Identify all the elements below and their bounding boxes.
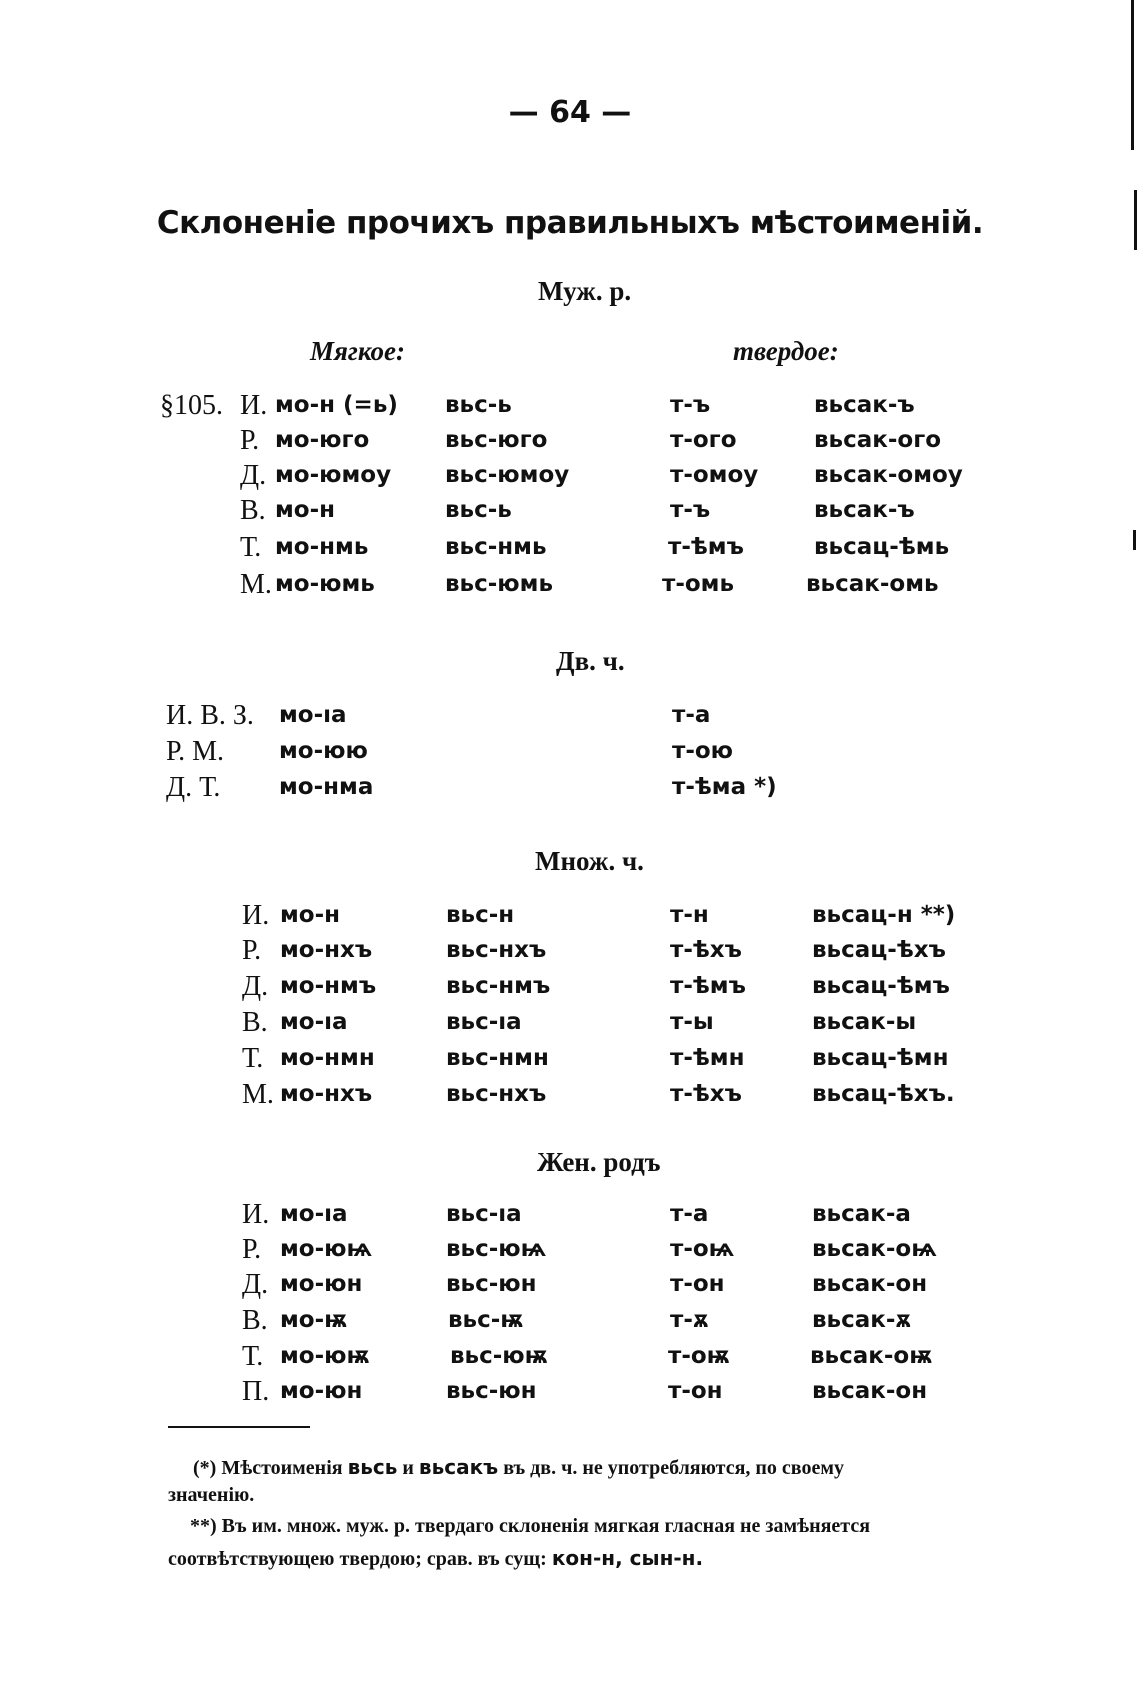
word-form: мо-ıа	[280, 1201, 348, 1227]
word-form: т-а	[670, 1201, 709, 1227]
word-form: т-ѣмъ	[668, 534, 744, 560]
case-label: В.	[240, 495, 266, 526]
word-form: вьс-нмь	[445, 534, 547, 560]
section-number: §105.	[160, 390, 223, 421]
word-form: мо-нма	[279, 774, 374, 800]
case-label: И.	[240, 390, 268, 421]
footnote-text: Въ им. множ. муж. р. твердаго склоненія мягкая гласная не замѣняется	[221, 1515, 871, 1537]
word-form: мо-ѭ	[280, 1307, 348, 1333]
word-form: мо-юн	[280, 1271, 363, 1297]
word-form: вьсак-оѩ	[812, 1236, 937, 1262]
word-form: т-оѩ	[670, 1236, 735, 1262]
word-form: мо-нмъ	[280, 973, 377, 999]
page-title: Склоненіе прочихъ правильныхъ мѣстоименій.	[156, 205, 984, 241]
case-label: М.	[240, 569, 272, 600]
plural-heading: Множ. ч.	[535, 846, 644, 876]
scan-edge-mark	[1131, 0, 1134, 150]
word-form: вьс-юн	[446, 1378, 537, 1404]
word-form: вьс-юмоу	[445, 462, 570, 488]
word-form: мо-нхъ	[280, 1081, 373, 1107]
footnote-2-continued	[168, 1546, 703, 1571]
word-form: вьс-н	[446, 902, 515, 928]
case-label: Р.	[240, 425, 260, 456]
word-form: вьсац-ѣмъ	[812, 973, 950, 999]
case-label: Д.	[240, 460, 267, 491]
word-form: вьс-ь	[445, 392, 512, 418]
word-form: мо-юмоу	[275, 462, 392, 488]
case-label: П.	[242, 1376, 270, 1407]
word-form: мо-н	[280, 902, 341, 928]
word-form: вьсац-ѣмь	[814, 534, 950, 560]
word-form: мо-нмь	[275, 534, 369, 560]
case-label: Р.	[242, 1234, 262, 1265]
word-form: вьс-ıа	[446, 1009, 522, 1035]
word-form: вьсац-н **)	[812, 902, 956, 928]
word-form: т-ѣмъ	[670, 973, 746, 999]
footnote-marker: **)	[190, 1515, 217, 1537]
word-form: т-ъ	[670, 392, 711, 418]
word-form: вьсак-ого	[814, 427, 942, 453]
case-label: Д. Т.	[166, 772, 221, 803]
case-label: Т.	[242, 1043, 264, 1074]
word-form: мо-юю	[279, 738, 368, 764]
word-form: вьсац-ѣмн	[812, 1045, 949, 1071]
word-form: мо-ıа	[279, 702, 347, 728]
word-form: вьсак-ъ	[814, 497, 915, 523]
case-label: И.	[242, 900, 270, 931]
footnote-text: и	[402, 1457, 414, 1479]
word-form: мо-ıа	[280, 1009, 348, 1035]
case-label: В.	[242, 1305, 268, 1336]
word-form: вьс-юго	[445, 427, 548, 453]
word-form: мо-юѩ	[280, 1236, 373, 1262]
word-form: вьсак-он	[812, 1378, 928, 1404]
footnote-word: вьсакъ	[418, 1455, 499, 1479]
word-form: вьсак-омоу	[814, 462, 963, 488]
word-form: вьс-юѩ	[446, 1236, 547, 1262]
footnote-marker: (*)	[193, 1457, 217, 1479]
word-form: вьс-ѭ	[448, 1307, 524, 1333]
word-form: т-а	[672, 702, 711, 728]
word-form: т-ѫ	[670, 1307, 709, 1333]
word-form: мо-юмь	[275, 571, 375, 597]
case-label: Т.	[240, 532, 262, 563]
footnote-text: въ дв. ч. не употребляются, по своему	[503, 1457, 844, 1479]
footnote-word: кон-н, сын-н.	[551, 1546, 704, 1570]
word-form: т-ы	[670, 1009, 714, 1035]
word-form: мо-н	[275, 497, 336, 523]
case-label: И. В. З.	[166, 700, 254, 731]
word-form: т-омь	[662, 571, 735, 597]
word-form: вьс-ıа	[446, 1201, 522, 1227]
word-form: т-ъ	[670, 497, 711, 523]
case-label: Р.	[242, 935, 262, 966]
case-label: И.	[242, 1199, 270, 1230]
footnote-text: соотвѣтствующею твердою; срав. въ сущ:	[168, 1548, 547, 1570]
word-form: вьсац-ѣхъ.	[812, 1081, 955, 1107]
word-form: вьсац-ѣхъ	[812, 937, 946, 963]
case-label: Т.	[242, 1341, 264, 1372]
word-form: вьсак-оѭ	[810, 1343, 933, 1369]
soft-label: Мягкое:	[310, 336, 406, 366]
case-label: Д.	[242, 1269, 269, 1300]
word-form: т-ѣма *)	[672, 774, 777, 800]
word-form: вьсак-ѫ	[812, 1307, 912, 1333]
word-form: т-ѣхъ	[670, 937, 742, 963]
word-form: вьс-нхъ	[446, 1081, 547, 1107]
footnote-text: Мѣстоименія	[221, 1457, 343, 1479]
word-form: мо-нхъ	[280, 937, 373, 963]
word-form: т-ѣмн	[670, 1045, 745, 1071]
feminine-heading: Жен. родъ	[537, 1147, 661, 1177]
case-label: В.	[242, 1007, 268, 1038]
word-form: вьсак-ъ	[814, 392, 915, 418]
footnote-1	[193, 1455, 844, 1480]
word-form: мо-нмн	[280, 1045, 375, 1071]
word-form: мо-н (=ь)	[275, 392, 398, 418]
masculine-heading: Муж. р.	[538, 276, 632, 306]
word-form: мо-юѭ	[280, 1343, 370, 1369]
word-form: вьс-юѭ	[450, 1343, 548, 1369]
page-number: — 64 —	[508, 95, 632, 130]
word-form: вьсак-а	[812, 1201, 911, 1227]
footnote-2	[190, 1515, 870, 1538]
scan-edge-mark	[1134, 190, 1137, 250]
word-form: вьсак-ы	[812, 1009, 917, 1035]
word-form: т-он	[670, 1271, 725, 1297]
case-label: Д.	[242, 971, 269, 1002]
case-label: М.	[242, 1079, 274, 1110]
word-form: вьс-ь	[445, 497, 512, 523]
word-form: вьс-юн	[446, 1271, 537, 1297]
word-form: вьсак-он	[812, 1271, 928, 1297]
word-form: вьс-юмь	[445, 571, 553, 597]
word-form: т-ѣхъ	[670, 1081, 742, 1107]
footnote-word: вьсь	[347, 1455, 398, 1479]
word-form: т-оѭ	[668, 1343, 730, 1369]
case-label: Р. М.	[166, 736, 224, 767]
footnote-1-continued: значенію.	[168, 1484, 255, 1506]
word-form: вьс-нмн	[446, 1045, 549, 1071]
word-form: вьсак-омь	[806, 571, 939, 597]
footnote-divider	[168, 1426, 310, 1428]
word-form: вьс-нмъ	[446, 973, 551, 999]
word-form: т-н	[670, 902, 709, 928]
word-form: мо-юн	[280, 1378, 363, 1404]
word-form: мо-юго	[275, 427, 370, 453]
word-form: т-он	[668, 1378, 723, 1404]
word-form: вьс-нхъ	[446, 937, 547, 963]
word-form: т-омоу	[670, 462, 759, 488]
word-form: т-ого	[670, 427, 737, 453]
hard-label: твердое:	[733, 336, 839, 366]
scan-edge-mark	[1133, 530, 1136, 550]
word-form: т-ою	[672, 738, 734, 764]
dual-heading: Дв. ч.	[556, 646, 625, 676]
